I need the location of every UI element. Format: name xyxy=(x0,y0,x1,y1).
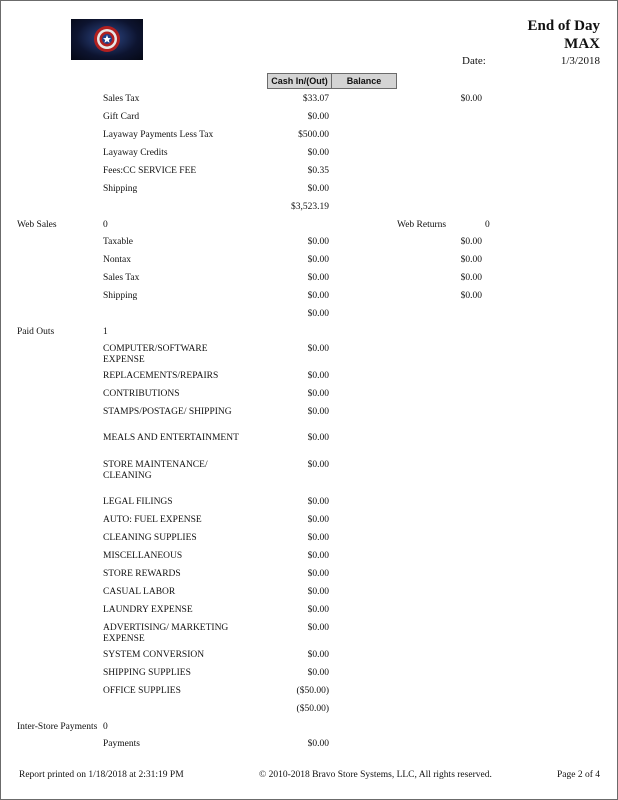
row-label: Nontax xyxy=(103,255,131,265)
section-label: Web Sales xyxy=(17,220,57,230)
section-label: Paid Outs xyxy=(17,327,55,337)
row-label: STORE REWARDS xyxy=(103,569,181,579)
section-label: Inter-Store Payments xyxy=(17,722,98,732)
row-amount: $0.00 xyxy=(307,112,329,122)
date-value: 1/3/2018 xyxy=(560,55,600,67)
row-amount: $0.00 xyxy=(307,533,329,543)
row-amount: $0.00 xyxy=(307,255,329,265)
print-timestamp: Report printed on 1/18/2018 at 2:31:19 PM xyxy=(19,770,184,780)
report-title: End of Day xyxy=(527,18,600,34)
row-label: Layaway Payments Less Tax xyxy=(103,130,214,140)
row-balance: $0.00 xyxy=(460,291,482,301)
row-amount: $0.00 xyxy=(307,569,329,579)
row-label: Shipping xyxy=(103,184,138,194)
row-amount: $0.00 xyxy=(307,389,329,399)
column-header-cash: Cash In/(Out) xyxy=(267,73,332,89)
section-count: 0 xyxy=(103,220,108,230)
row-balance: $0.00 xyxy=(460,94,482,104)
row-balance: $0.00 xyxy=(460,237,482,247)
row-amount: $0.00 xyxy=(307,605,329,615)
row-amount: ($50.00) xyxy=(296,686,329,696)
section-total: $0.00 xyxy=(307,309,329,319)
row-label: Taxable xyxy=(103,237,133,247)
row-amount: $0.00 xyxy=(307,371,329,381)
row-amount: $0.00 xyxy=(307,344,329,354)
web-returns-count: 0 xyxy=(485,220,490,230)
row-label: REPLACEMENTS/REPAIRS xyxy=(103,371,219,381)
row-amount: $0.00 xyxy=(307,407,329,417)
row-label: STORE MAINTENANCE/ CLEANING xyxy=(103,460,208,481)
row-amount: $33.07 xyxy=(302,94,329,104)
store-name: MAX xyxy=(564,36,600,52)
row-amount: $0.00 xyxy=(307,273,329,283)
row-balance: $0.00 xyxy=(460,255,482,265)
copyright-notice: © 2010-2018 Bravo Store Systems, LLC, All rights reserved. xyxy=(259,770,492,780)
row-label: CLEANING SUPPLIES xyxy=(103,533,197,543)
row-label: MEALS AND ENTERTAINMENT xyxy=(103,433,239,443)
row-amount: $0.00 xyxy=(307,433,329,443)
row-amount: $0.00 xyxy=(307,623,329,633)
row-label: Sales Tax xyxy=(103,273,140,283)
row-amount: $0.00 xyxy=(307,148,329,158)
row-label: LEGAL FILINGS xyxy=(103,497,173,507)
row-amount: $0.00 xyxy=(307,650,329,660)
section-count: 0 xyxy=(103,722,108,732)
row-amount: $500.00 xyxy=(298,130,329,140)
section-count: 1 xyxy=(103,327,108,337)
row-label: COMPUTER/SOFTWARE EXPENSE xyxy=(103,344,208,365)
row-label: STAMPS/POSTAGE/ SHIPPING xyxy=(103,407,232,417)
row-label: LAUNDRY EXPENSE xyxy=(103,605,193,615)
row-amount: $0.00 xyxy=(307,184,329,194)
row-label: OFFICE SUPPLIES xyxy=(103,686,181,696)
row-amount: $0.00 xyxy=(307,291,329,301)
row-amount: $0.00 xyxy=(307,739,329,749)
row-amount: $0.00 xyxy=(307,237,329,247)
row-label: Shipping xyxy=(103,291,138,301)
row-label: AUTO: FUEL EXPENSE xyxy=(103,515,202,525)
row-label: CONTRIBUTIONS xyxy=(103,389,180,399)
section-total: $3,523.19 xyxy=(291,202,329,212)
page-number: Page 2 of 4 xyxy=(556,770,600,780)
row-amount: $0.00 xyxy=(307,551,329,561)
row-label: Fees:CC SERVICE FEE xyxy=(103,166,197,176)
date-label: Date: xyxy=(462,55,486,67)
row-label: CASUAL LABOR xyxy=(103,587,176,597)
row-label: Layaway Credits xyxy=(103,148,168,158)
row-amount: $0.00 xyxy=(307,587,329,597)
row-balance: $0.00 xyxy=(460,273,482,283)
row-amount: $0.00 xyxy=(307,497,329,507)
row-label: ADVERTISING/ MARKETING EXPENSE xyxy=(103,623,229,644)
row-amount: $0.00 xyxy=(307,515,329,525)
company-logo xyxy=(71,19,143,60)
row-label: Payments xyxy=(103,739,140,749)
row-label: MISCELLANEOUS xyxy=(103,551,183,561)
row-amount: $0.35 xyxy=(307,166,329,176)
row-amount: $0.00 xyxy=(307,668,329,678)
row-amount: $0.00 xyxy=(307,460,329,470)
row-label: SYSTEM CONVERSION xyxy=(103,650,205,660)
row-label: Sales Tax xyxy=(103,94,140,104)
section-total: ($50.00) xyxy=(296,704,329,714)
web-returns-label: Web Returns xyxy=(397,220,447,230)
row-label: SHIPPING SUPPLIES xyxy=(103,668,191,678)
shield-star-icon xyxy=(71,19,143,60)
column-header-balance: Balance xyxy=(331,73,397,89)
row-label: Gift Card xyxy=(103,112,140,122)
